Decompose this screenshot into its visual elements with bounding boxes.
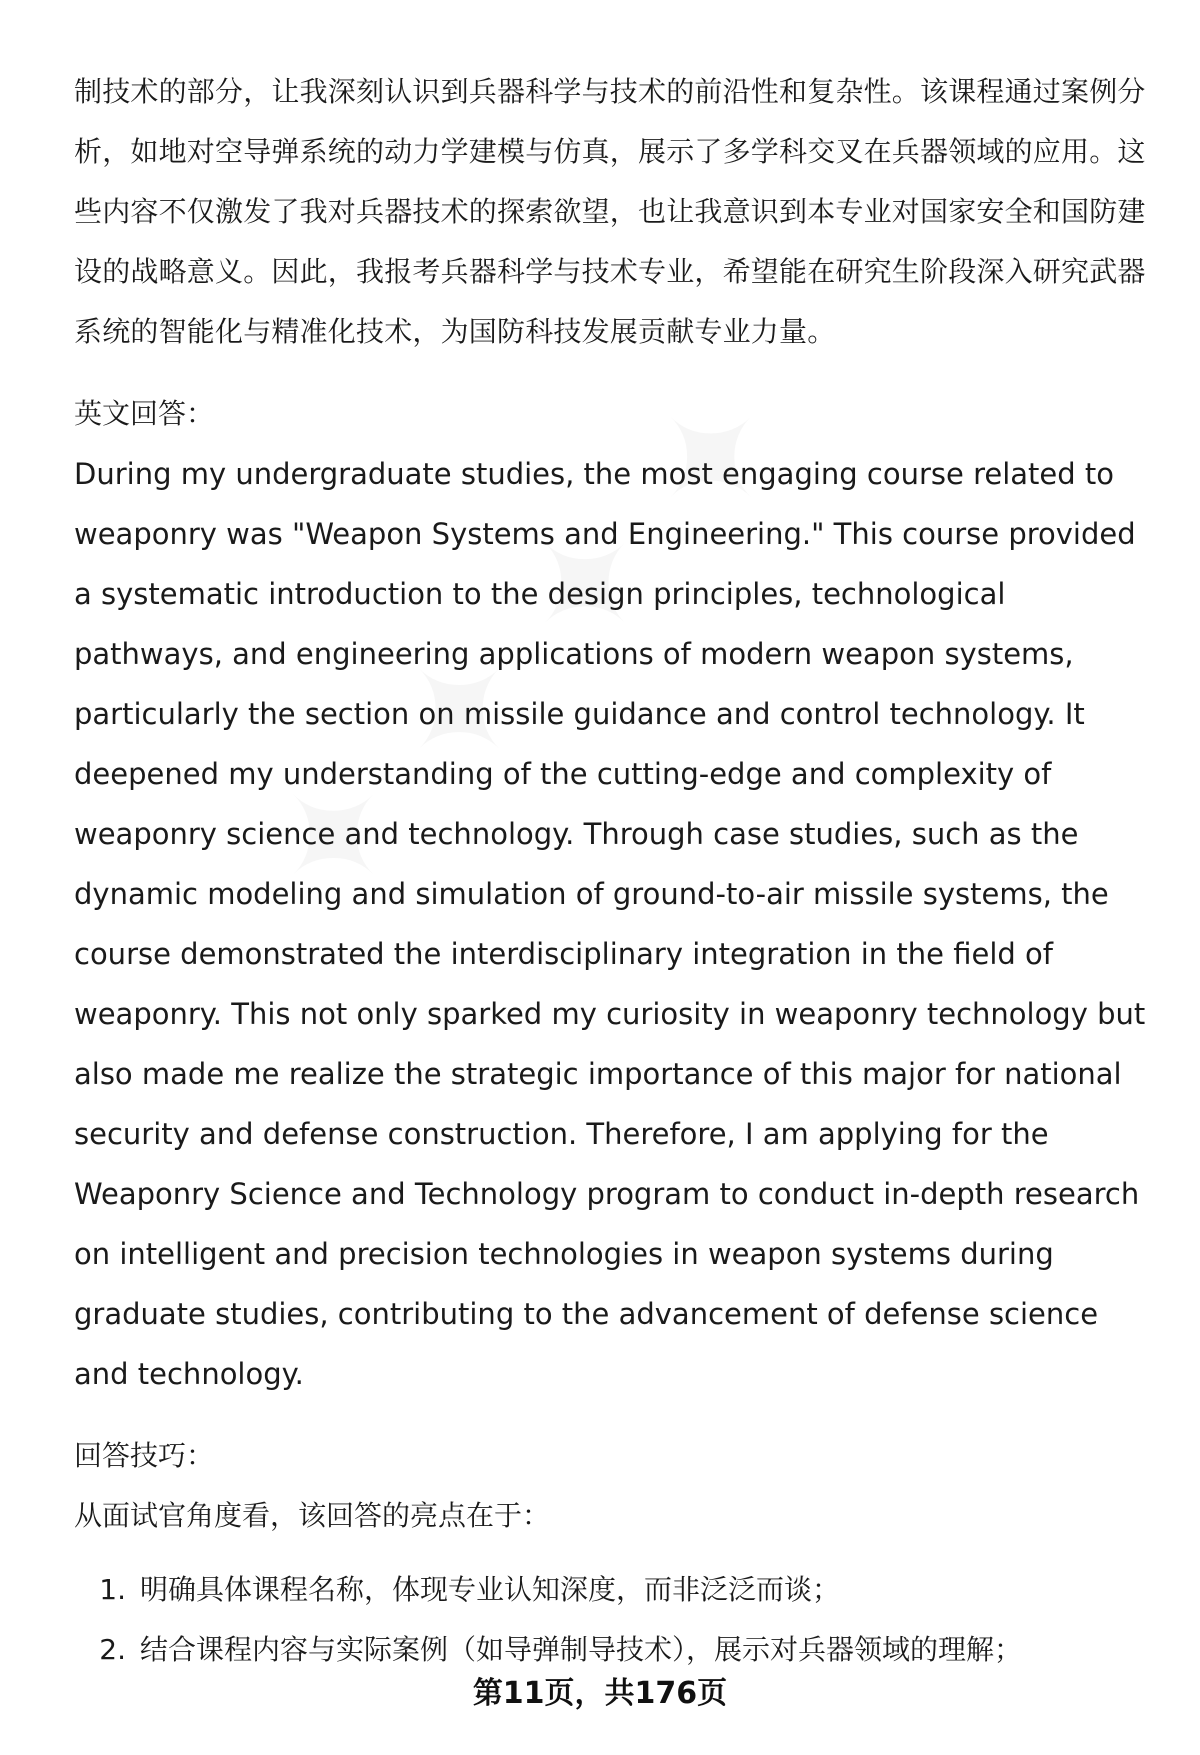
list-item-number: 1. xyxy=(99,1573,126,1606)
list-item xyxy=(74,1560,1160,1620)
tips-label: 回答技巧： xyxy=(74,1439,215,1472)
document-page xyxy=(74,62,1160,1680)
list-item-text: 明确具体课程名称，体现专业认知深度，而非泛泛而谈； xyxy=(140,1573,841,1606)
english-answer-paragraph: During my undergraduate studies, the most engaging course related to weaponry was "Weapon Systems and Engineering." This course provided a systematic introduction to the design principles, technological pathways, and engineering applications of modern weapon systems, particularly the section on missile guidance and control technology. It deepened my understanding of the cutting-edge and complexity of weaponry science and technology. Through case studies, such as the dynamic modeling and simulation of ground-to-air missile systems, the course demonstrated the interdisciplinary integration in the field of weaponry. This not only sparked my curiosity in weaponry technology but also made me realize the strategic importance of this major for national security and defense construction. Therefore, I am applying for the Weaponry Science and Technology program to conduct in-depth research on intelligent and precision technologies in weapon systems during graduate studies, contributing to the advancement of defense science and technology. xyxy=(74,457,1146,1391)
list-item-number: 2. xyxy=(99,1633,126,1666)
list-item-text: 结合课程内容与实际案例（如导弹制导技术），展示对兵器领域的理解； xyxy=(140,1633,1023,1666)
english-answer-label: 英文回答： xyxy=(74,397,215,430)
tips-intro: 从面试官角度看，该回答的亮点在于： xyxy=(74,1499,551,1532)
tips-list xyxy=(74,1560,1160,1680)
chinese-answer-paragraph: 制技术的部分，让我深刻认识到兵器科学与技术的前沿性和复杂性。该课程通过案例分析，如地对空导弹系统的动力学建模与仿真，展示了多学科交叉在兵器领域的应用。这些内容不仅激发了我对兵器技术的探索欲望，也让我意识到本专业对国家安全和国防建设的战略意义。因此，我报考兵器科学与技术专业，希望能在研究生阶段深入研究武器系统的智能化与精准化技术，为国防科技发展贡献专业力量。 xyxy=(74,75,1146,348)
page-number: 第11页，共176页 xyxy=(472,1676,728,1711)
